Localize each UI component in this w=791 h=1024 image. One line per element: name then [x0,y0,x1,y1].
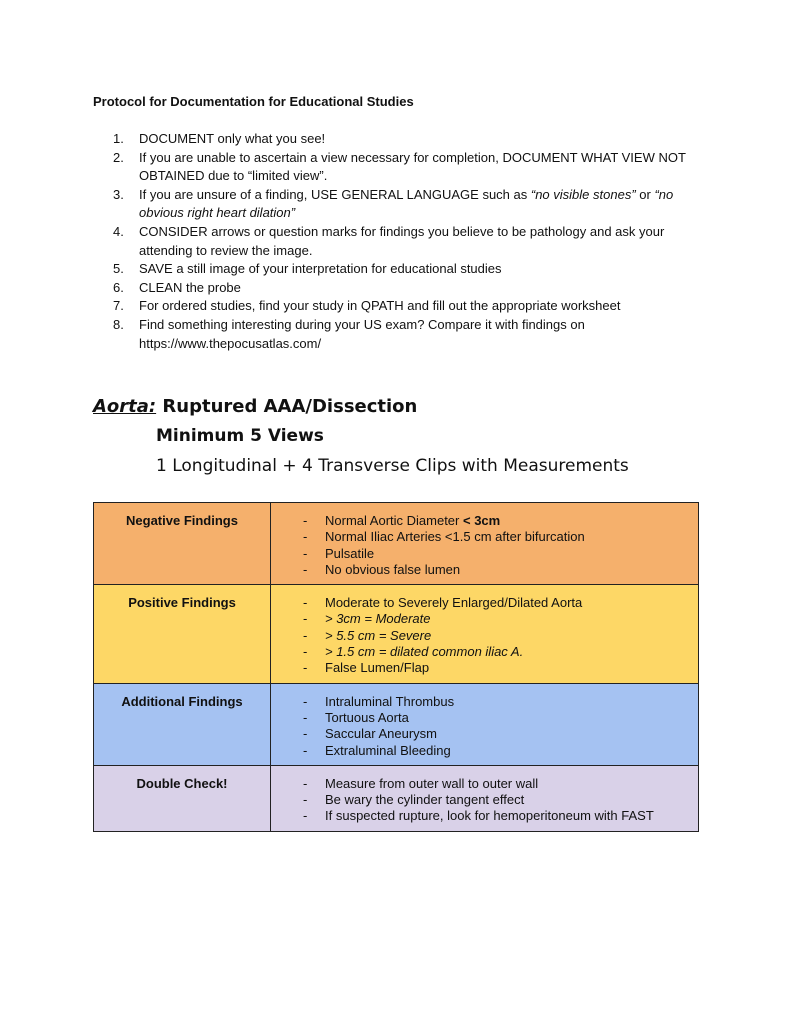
finding-item [303,660,692,676]
text-segment: “no visible stones” [530,186,636,202]
step-number: 3. [113,186,124,202]
dash-bullet: - [303,693,308,709]
findings-category: Negative Findings [94,503,271,585]
finding-item [303,726,692,742]
text-segment: Normal Iliac Arteries <1.5 cm after bifurcation [325,529,585,545]
finding-text [325,562,460,578]
finding-text [325,792,524,808]
minimum-views: Minimum 5 Views [156,426,324,446]
step-text [139,279,693,298]
step-number: 1. [113,131,124,146]
findings-items [271,765,699,831]
finding-text [325,529,585,545]
finding-text [325,628,431,644]
text-segment: Extraluminal Bleeding [325,742,451,758]
text-segment: False Lumen/Flap [325,660,430,676]
text-segment: “no obvious right heart dilation” [139,186,674,221]
finding-item [303,792,692,808]
dash-bullet: - [303,792,308,808]
finding-item [303,694,692,710]
text-segment: Moderate to Severely Enlarged/Dilated Aorta [325,595,583,611]
dash-bullet: - [303,529,308,545]
findings-category: Double Check! [94,765,271,831]
dash-bullet: - [303,775,308,791]
finding-text [325,743,451,759]
step-text [139,149,693,186]
finding-text [325,694,454,710]
findings-category: Positive Findings [94,585,271,683]
step-number: 7. [113,298,124,314]
aorta-title: Ruptured AAA/Dissection [162,396,418,417]
finding-item [303,710,692,726]
finding-item [303,644,692,660]
text-segment: Normal Aortic Diameter [325,513,463,528]
step-text [139,186,693,223]
finding-item [303,562,692,578]
text-segment: If you are unable to ascertain a view necessary for completion, DOCUMENT WHAT VIEW NOT OBTAINED due to “limited view”. [139,149,686,184]
protocol-step [113,260,693,279]
finding-item [303,529,692,545]
text-segment: > 3cm = Moderate [325,611,431,627]
text-segment: No obvious false lumen [325,561,461,577]
step-number: 6. [113,279,124,295]
findings-category: Additional Findings [94,683,271,765]
text-segment: < 3cm [462,513,501,528]
text-segment: Intraluminal Thrombus [325,693,455,709]
text-segment: DOCUMENT only what you see! [139,131,326,146]
finding-text [325,808,654,824]
findings-row [94,585,699,683]
finding-text [325,611,431,627]
findings-items [271,683,699,765]
finding-item [303,611,692,627]
finding-item [303,628,692,644]
finding-item [303,546,692,562]
protocol-step [113,186,693,223]
findings-items [271,503,699,585]
protocol-step [113,316,693,353]
findings-row [94,503,699,585]
text-segment: > 1.5 cm = dilated common iliac A. [325,644,524,660]
text-segment: Saccular Aneurysm [325,726,437,742]
protocol-title: Protocol for Documentation for Educational Studies [93,94,414,109]
finding-item [303,776,692,792]
finding-text [325,595,582,611]
dash-bullet: - [303,726,308,742]
step-number: 8. [113,316,124,332]
step-text [139,297,693,316]
step-number: 5. [113,261,124,277]
dash-bullet: - [303,611,308,627]
step-text [139,260,693,279]
step-text [139,316,693,353]
step-text [139,223,693,260]
text-segment: Be wary the cylinder tangent effect [325,792,525,808]
finding-item [303,808,692,824]
finding-text [325,546,374,562]
protocol-step [113,279,693,298]
step-text [139,130,693,149]
text-segment: Measure from outer wall to outer wall [325,775,539,791]
text-segment: Pulsatile [325,545,375,561]
text-segment: CLEAN the probe [139,279,241,295]
finding-text [325,710,409,726]
finding-item [303,595,692,611]
dash-bullet: - [303,709,308,725]
dash-bullet: - [303,545,308,561]
finding-text [325,660,429,676]
findings-table [93,502,699,832]
step-number: 2. [113,149,124,165]
aorta-label: Aorta: [93,396,157,417]
text-segment: CONSIDER arrows or question marks for findings you believe to be pathology and ask your attending to review the image. [139,223,665,258]
aorta-heading [93,396,417,417]
text-segment: SAVE a still image of your interpretation for educational studies [139,261,502,277]
text-segment: or [635,186,655,202]
protocol-steps-list [113,130,693,353]
finding-item [303,513,692,529]
protocol-step [113,130,693,149]
dash-bullet: - [303,561,308,577]
text-segment: If you are unsure of a finding, USE GENERAL LANGUAGE such as [139,186,531,202]
dash-bullet: - [303,808,308,824]
text-segment: Find something interesting during your US exam? Compare it with findings on https://www.thepocusatlas.com/ [139,316,585,351]
text-segment: > 5.5 cm = Severe [325,627,432,643]
finding-text [325,513,500,529]
finding-text [325,644,523,660]
protocol-step [113,223,693,260]
finding-text [325,776,538,792]
text-segment: Tortuous Aorta [325,709,409,725]
dash-bullet: - [303,513,308,528]
dash-bullet: - [303,742,308,758]
findings-items [271,585,699,683]
step-number: 4. [113,223,124,239]
protocol-step [113,297,693,316]
findings-row [94,765,699,831]
dash-bullet: - [303,644,308,660]
text-segment: If suspected rupture, look for hemoperitoneum with FAST [325,808,654,824]
dash-bullet: - [303,660,308,676]
protocol-step [113,149,693,186]
dash-bullet: - [303,627,308,643]
clips-description: 1 Longitudinal + 4 Transverse Clips with Measurements [156,456,629,476]
text-segment: For ordered studies, find your study in QPATH and fill out the appropriate worksheet [139,298,621,314]
findings-row [94,683,699,765]
finding-item [303,743,692,759]
finding-text [325,726,437,742]
dash-bullet: - [303,595,308,611]
